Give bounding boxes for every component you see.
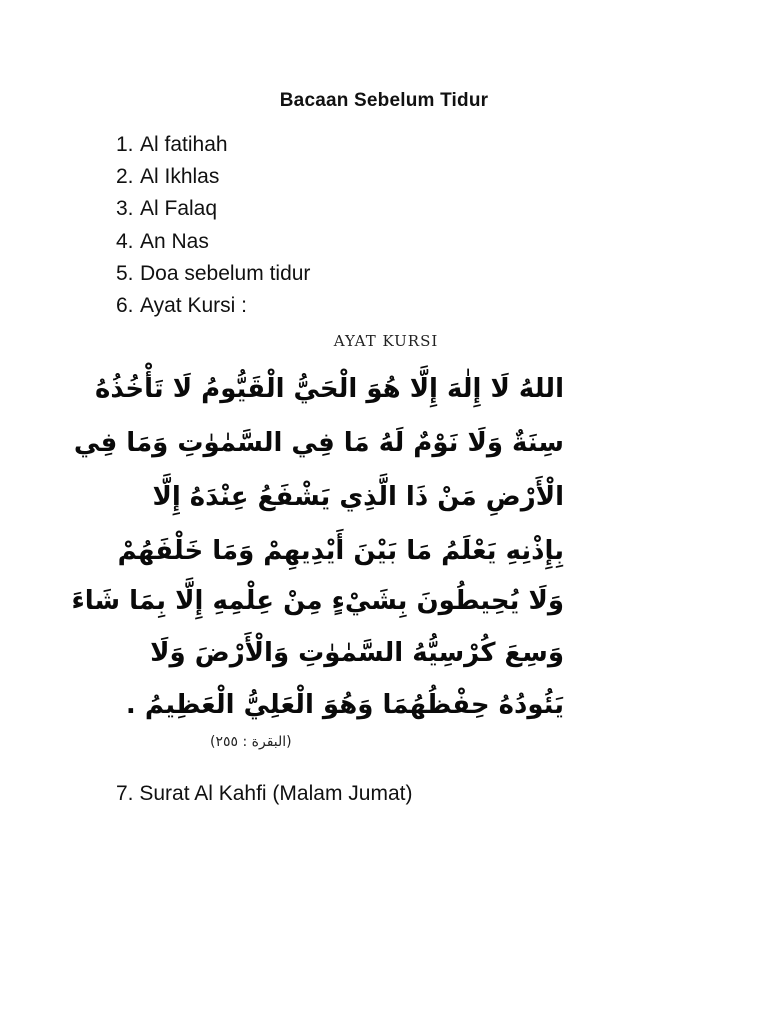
list-item-number: 1. <box>116 133 134 156</box>
list-item <box>116 161 310 193</box>
list-item-text: Surat Al Kahfi (Malam Jumat) <box>139 782 413 805</box>
arabic-verse-line: الْأَرْضِ مَنْ ذَا الَّذِي يَشْفَعُ عِنْدَهُ إِلَّا <box>152 482 564 512</box>
list-item-text: An Nas <box>140 229 209 253</box>
list-item-text: Al Falaq <box>140 197 218 221</box>
arabic-verse-line: سِنَةٌ وَلَا نَوْمٌ لَهُ مَا فِي السَّمٰوٰتِ وَمَا فِي <box>73 428 564 458</box>
list-item <box>116 258 310 290</box>
list-item <box>116 193 310 225</box>
arabic-verse-line: وَسِعَ كُرْسِيُّهُ السَّمٰوٰتِ وَالْأَرْضَ وَلَا <box>150 638 564 668</box>
reading-list <box>116 129 310 322</box>
list-item <box>116 778 412 810</box>
list-item-number: 6. <box>116 293 134 317</box>
list-item-text: Ayat Kursi : <box>140 293 247 317</box>
list-item-text: Al Ikhlas <box>140 165 220 189</box>
list-item <box>116 290 310 322</box>
list-item <box>116 226 310 258</box>
ayat-kursi-title: AYAT KURSI <box>333 332 439 350</box>
arabic-verse-line: بِإِذْنِهِ يَعْلَمُ مَا بَيْنَ أَيْدِيهِمْ وَمَا خَلْفَهُمْ <box>117 536 564 566</box>
list-item-text: Al fatihah <box>140 133 228 156</box>
list-item-number: 2. <box>116 165 134 189</box>
verse-reference: (البقرة : ٢٥٥) <box>210 734 292 750</box>
ayat-kursi-image <box>71 326 572 768</box>
list-item-number: 4. <box>116 229 134 253</box>
arabic-verse-line: يَئُودُهُ حِفْظُهُمَا وَهُوَ الْعَلِيُّ الْعَظِيمُ . <box>125 690 564 720</box>
list-item-number: 7. <box>116 782 134 805</box>
arabic-verse-line: اللهُ لَا إِلٰهَ إِلَّا هُوَ الْحَيُّ الْقَيُّومُ لَا تَأْخُذُهُ <box>95 374 564 404</box>
list-item <box>116 129 310 161</box>
list-item-number: 5. <box>116 261 134 285</box>
document-title: Bacaan Sebelum Tidur <box>279 90 489 111</box>
list-item-number: 3. <box>116 197 134 221</box>
list-item-text: Doa sebelum tidur <box>140 261 311 285</box>
arabic-verse-line: وَلَا يُحِيطُونَ بِشَيْءٍ مِنْ عِلْمِهِ إِلَّا بِمَا شَاءَ <box>71 586 564 616</box>
